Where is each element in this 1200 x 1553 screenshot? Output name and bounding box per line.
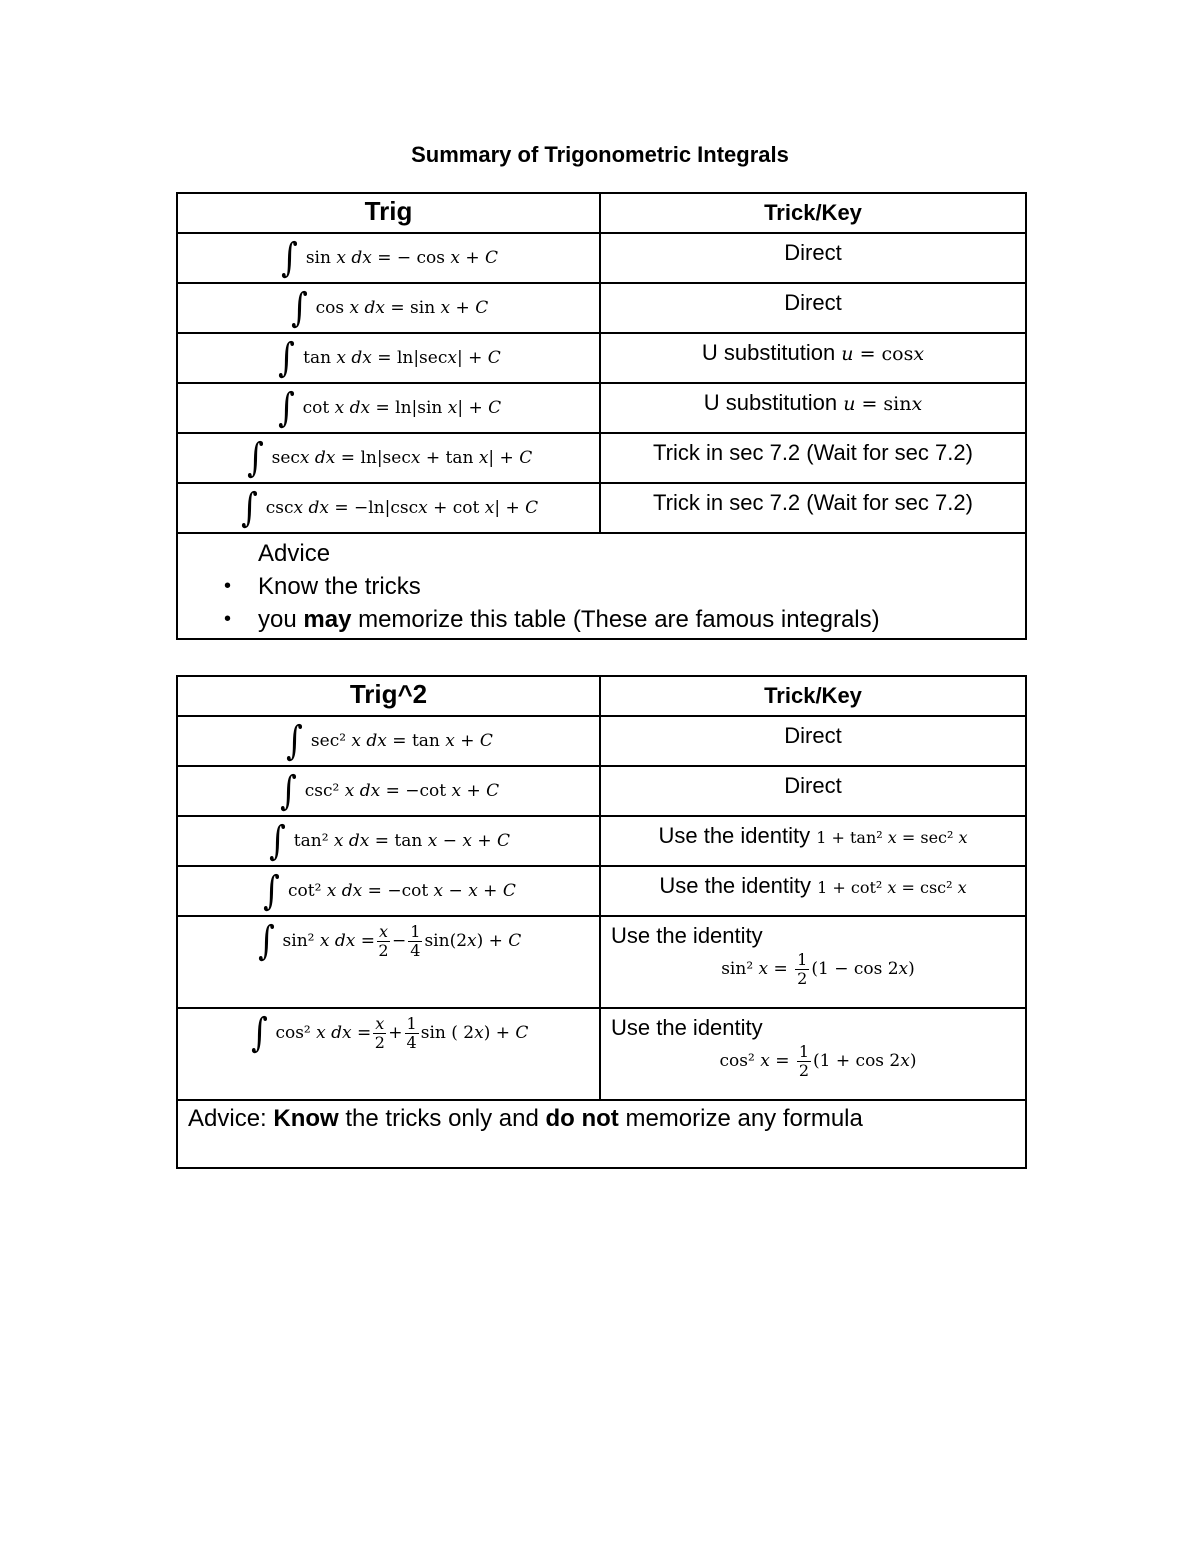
formula-text: sin 𝑥 𝑑𝑥 = − cos 𝑥 + 𝐶 <box>305 248 499 268</box>
integral-sign: ∫ <box>269 818 286 864</box>
formula-cell <box>177 433 600 483</box>
integral-sign: ∫ <box>286 718 303 764</box>
formula-text: cos 𝑥 𝑑𝑥 = sin 𝑥 + 𝐶 <box>315 298 489 318</box>
key-cell: Direct <box>600 716 1026 766</box>
fraction <box>373 1015 386 1052</box>
fraction-denominator: 4 <box>406 1032 417 1052</box>
table-row <box>177 283 1026 333</box>
key-cell <box>600 916 1026 1008</box>
key-cell <box>600 866 1026 916</box>
advice-emphasis: do not <box>545 1105 619 1132</box>
formula-cell <box>177 333 600 383</box>
formula-operator: + <box>388 1023 403 1043</box>
key-cell <box>600 383 1026 433</box>
identity-lhs: cos² 𝑥 = <box>719 1051 795 1071</box>
formula-cell <box>177 816 600 866</box>
advice-list <box>258 570 1025 636</box>
fraction-numerator: 𝑥 <box>375 1013 385 1033</box>
key-math: 𝑢 = cos𝑥 <box>841 343 925 365</box>
fraction <box>377 923 390 960</box>
identity-formula <box>611 1043 1025 1080</box>
integral-sign: ∫ <box>290 285 308 331</box>
key-cell: Direct <box>600 766 1026 816</box>
list-item: • Know the tricks <box>258 570 1025 603</box>
formula-text: cot² 𝑥 𝑑𝑥 = −cot 𝑥 − 𝑥 + 𝐶 <box>288 881 516 901</box>
column-header-trig: Trig <box>177 193 600 233</box>
column-header-trick-key: Trick/Key <box>600 676 1026 716</box>
formula-cell <box>177 916 600 1008</box>
integral-sign: ∫ <box>281 235 298 281</box>
identity-lhs: sin² 𝑥 = <box>721 959 794 979</box>
table-row <box>177 1008 1026 1100</box>
advice-emphasis: may <box>303 606 352 633</box>
trig-table <box>176 192 1027 640</box>
identity-rest: (1 − cos 2𝑥) <box>811 959 915 979</box>
formula-lhs: cos² 𝑥 𝑑𝑥 = <box>275 1023 372 1043</box>
key-cell <box>600 1008 1026 1100</box>
integral-sign: ∫ <box>278 335 296 381</box>
formula-cell <box>177 483 600 533</box>
integral-sign: ∫ <box>257 918 275 964</box>
advice-text: the tricks only and <box>338 1105 546 1132</box>
fraction-denominator: 2 <box>797 969 808 988</box>
key-text: U substitution <box>701 340 842 365</box>
table-row <box>177 433 1026 483</box>
key-math: 1 + cot² 𝑥 = csc² 𝑥 <box>817 878 967 897</box>
fraction-numerator: 1 <box>406 1013 417 1033</box>
formula-cell <box>177 866 600 916</box>
integral-sign: ∫ <box>250 1010 268 1056</box>
integral-sign: ∫ <box>277 385 295 431</box>
fraction-numerator: 1 <box>410 921 421 941</box>
key-cell <box>600 816 1026 866</box>
advice-text: memorize any formula <box>618 1105 863 1132</box>
column-header-trick-key: Trick/Key <box>600 193 1026 233</box>
key-math: 𝑢 = sin𝑥 <box>843 393 923 415</box>
formula-text: sec𝑥 𝑑𝑥 = ln|sec𝑥 + tan 𝑥| + 𝐶 <box>271 448 533 468</box>
formula-cell <box>177 383 600 433</box>
advice-text: you <box>258 606 304 633</box>
table-row <box>177 333 1026 383</box>
formula-text: cot 𝑥 𝑑𝑥 = ln|sin 𝑥| + 𝐶 <box>302 398 502 418</box>
key-text: Use the identity <box>659 873 818 898</box>
table-row <box>177 233 1026 283</box>
formula-rest: sin(2𝑥) + 𝐶 <box>424 931 522 951</box>
list-item <box>258 603 1025 636</box>
formula-rest: sin ( 2𝑥) + 𝐶 <box>420 1023 529 1043</box>
fraction-numerator: 1 <box>797 950 808 969</box>
integral-sign: ∫ <box>263 868 280 914</box>
key-cell: Direct <box>600 233 1026 283</box>
advice-row <box>177 533 1026 639</box>
formula-text: tan 𝑥 𝑑𝑥 = ln|sec𝑥| + 𝐶 <box>303 348 501 368</box>
fraction-denominator: 4 <box>410 940 421 960</box>
key-text: Use the identity <box>611 923 763 948</box>
formula-text: tan² 𝑥 𝑑𝑥 = tan 𝑥 − 𝑥 + 𝐶 <box>293 831 511 851</box>
key-cell: Direct <box>600 283 1026 333</box>
formula-text: sec² 𝑥 𝑑𝑥 = tan 𝑥 + 𝐶 <box>310 731 493 751</box>
table-row <box>177 816 1026 866</box>
fraction-numerator: 𝑥 <box>378 921 389 941</box>
trig-squared-table <box>176 675 1027 1169</box>
table-header-row <box>177 193 1026 233</box>
fraction-numerator: 1 <box>798 1042 810 1061</box>
advice-cell <box>177 533 1026 639</box>
key-cell: Trick in sec 7.2 (Wait for sec 7.2) <box>600 483 1026 533</box>
table-row <box>177 383 1026 433</box>
fraction-denominator: 2 <box>378 940 389 960</box>
page-title: Summary of Trigonometric Integrals <box>411 142 789 167</box>
table-row <box>177 483 1026 533</box>
fraction <box>405 1015 419 1052</box>
advice-cell <box>177 1100 1026 1168</box>
fraction <box>408 923 422 960</box>
key-text: Use the identity <box>611 1015 763 1040</box>
fraction <box>795 951 809 988</box>
table-row <box>177 866 1026 916</box>
identity-rest: (1 + cos 2𝑥) <box>813 1051 917 1071</box>
formula-text: csc² 𝑥 𝑑𝑥 = −cot 𝑥 + 𝐶 <box>304 781 500 801</box>
key-text: U substitution <box>703 390 844 415</box>
integral-sign: ∫ <box>240 485 258 531</box>
formula-cell <box>177 766 600 816</box>
table-row <box>177 766 1026 816</box>
key-math: 1 + tan² 𝑥 = sec² 𝑥 <box>816 828 968 847</box>
column-header-trig-squared: Trig^2 <box>177 676 600 716</box>
integral-sign: ∫ <box>279 768 297 814</box>
advice-heading: Advice <box>258 540 331 567</box>
formula-operator: − <box>392 931 407 951</box>
key-cell <box>600 333 1026 383</box>
formula-cell <box>177 233 600 283</box>
formula-text: csc𝑥 𝑑𝑥 = −ln|csc𝑥 + cot 𝑥| + 𝐶 <box>265 498 539 518</box>
fraction-denominator: 2 <box>374 1032 385 1052</box>
advice-text: memorize this table (These are famous integrals) <box>351 606 880 633</box>
table-row <box>177 916 1026 1008</box>
key-cell: Trick in sec 7.2 (Wait for sec 7.2) <box>600 433 1026 483</box>
fraction-denominator: 2 <box>798 1061 810 1080</box>
advice-row <box>177 1100 1026 1168</box>
integral-sign: ∫ <box>246 435 264 481</box>
table-header-row <box>177 676 1026 716</box>
table-row <box>177 716 1026 766</box>
fraction <box>797 1043 811 1080</box>
advice-text: Advice: <box>188 1105 274 1132</box>
advice-emphasis: Know <box>273 1105 339 1132</box>
formula-cell <box>177 1008 600 1100</box>
identity-formula <box>611 951 1025 988</box>
formula-cell <box>177 716 600 766</box>
formula-cell <box>177 283 600 333</box>
key-text: Use the identity <box>658 823 817 848</box>
formula-lhs: sin² 𝑥 𝑑𝑥 = <box>282 931 375 951</box>
